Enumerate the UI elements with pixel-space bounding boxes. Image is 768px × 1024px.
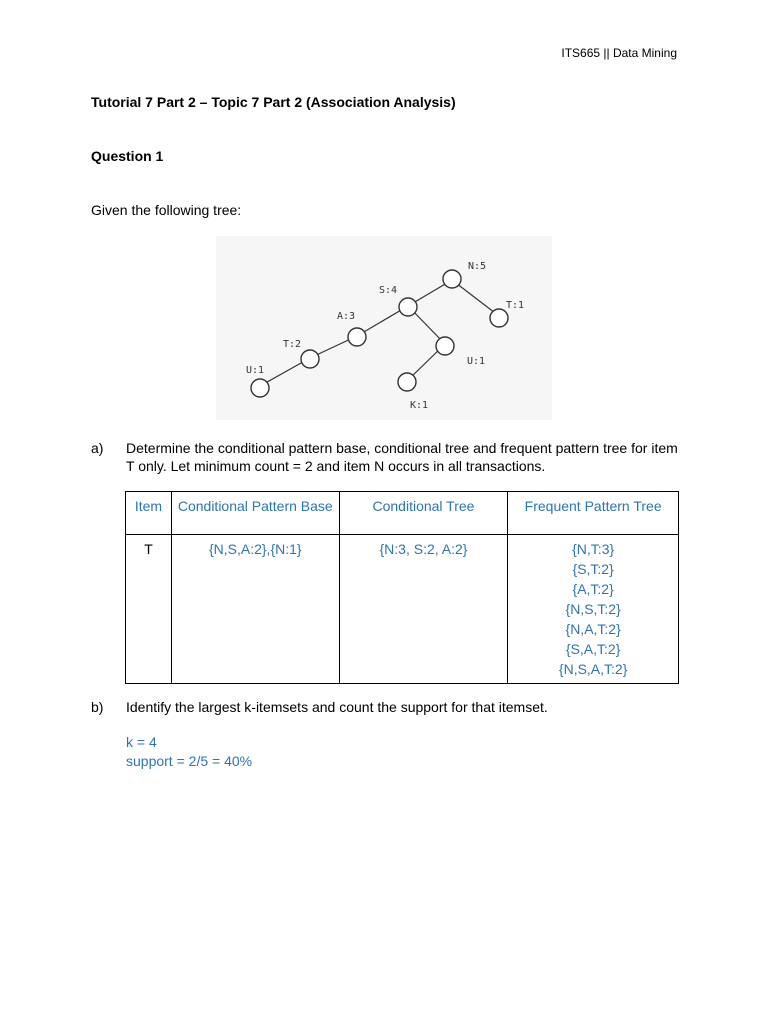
cell-conditional-pattern-base: {N,S,A:2},{N:1} [171, 535, 339, 684]
cell-frequent-pattern-tree [508, 535, 679, 684]
header-frequent-pattern-tree: Frequent Pattern Tree [508, 492, 679, 535]
fpt-entry: {N,S,T:2} [565, 601, 621, 617]
answer-k: k = 4 [126, 734, 157, 750]
node-u-right [436, 337, 454, 355]
header-conditional-pattern-base: Conditional Pattern Base [171, 492, 339, 535]
part-a-marker: a) [91, 440, 104, 456]
part-b-text: Identify the largest k-itemsets and count the support for that itemset. [126, 699, 548, 715]
fpt-entry: {S,A,T:2} [565, 641, 621, 657]
fpt-entry: {S,T:2} [572, 561, 614, 577]
course-header: ITS665 || Data Mining [561, 46, 677, 60]
part-a-text: Determine the conditional pattern base, conditional tree and frequent pattern tree for item T only. Let minimum count = 2 and item N occurs in all transactions. [126, 440, 678, 474]
cell-item: T [126, 535, 172, 684]
cell-conditional-tree: {N:3, S:2, A:2} [339, 535, 508, 684]
header-item: Item [126, 492, 172, 535]
node-k [398, 373, 416, 391]
table-header-row [126, 492, 679, 535]
answer-support: support = 2/5 = 40% [126, 753, 253, 769]
node-s [399, 298, 417, 316]
label-u-right: U:1 [467, 356, 486, 367]
label-t-right: T:1 [506, 300, 525, 311]
label-t-left: T:2 [283, 339, 302, 350]
tutorial-title: Tutorial 7 Part 2 – Topic 7 Part 2 (Association Analysis) [91, 94, 456, 110]
node-n [443, 270, 461, 288]
node-u-left [251, 379, 269, 397]
part-b-answer [126, 733, 252, 771]
label-k: K:1 [410, 400, 429, 411]
fpt-entry: {A,T:2} [572, 581, 614, 597]
part-b-marker: b) [91, 699, 104, 715]
node-a [348, 328, 366, 346]
question-intro: Given the following tree: [91, 202, 242, 218]
header-conditional-tree: Conditional Tree [339, 492, 508, 535]
label-s: S:4 [379, 285, 398, 296]
fpt-entry: {N,A,T:2} [565, 621, 621, 637]
node-t-left [301, 350, 319, 368]
fpt-entry: {N,T:3} [572, 541, 615, 557]
fp-tree-figure [216, 236, 552, 420]
label-u-left: U:1 [246, 365, 265, 376]
table-row [126, 535, 679, 684]
answer-table [125, 491, 679, 684]
label-a: A:3 [337, 311, 356, 322]
node-t-right [490, 309, 508, 327]
fp-tree-diagram [216, 236, 552, 420]
label-n: N:5 [468, 261, 487, 272]
fpt-entry: {N,S,A,T:2} [558, 661, 628, 677]
question-heading: Question 1 [91, 148, 164, 164]
